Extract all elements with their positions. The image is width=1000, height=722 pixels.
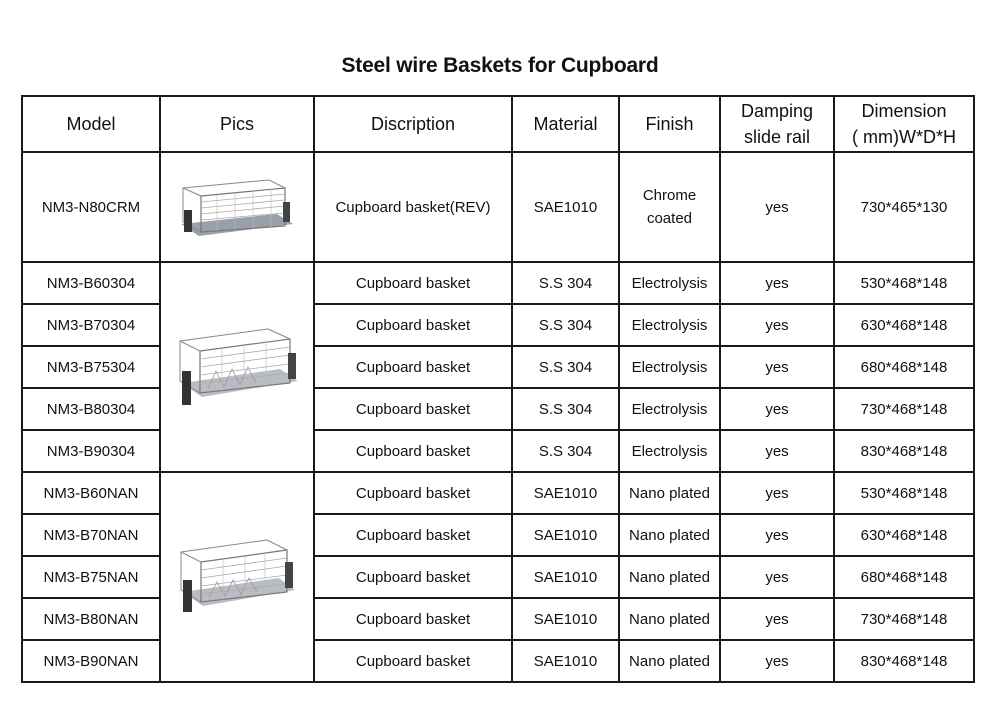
cell-pic [160, 472, 314, 682]
header-dimension [834, 96, 974, 152]
cell-model: NM3-B90304 [22, 430, 160, 472]
page-title: Steel wire Baskets for Cupboard [341, 54, 659, 77]
cell-material: SAE1010 [512, 152, 619, 262]
cell-finish: Nano plated [619, 556, 720, 598]
cell-finish-line2: coated [646, 210, 693, 227]
cell-description: Cupboard basket [314, 640, 512, 682]
cell-material: S.S 304 [512, 304, 619, 346]
header-pics: Pics [160, 96, 314, 152]
cell-damping: yes [720, 430, 834, 472]
cell-model: NM3-B80304 [22, 388, 160, 430]
header-model: Model [22, 96, 160, 152]
cell-description: Cupboard basket [314, 598, 512, 640]
cell-dimension: 680*468*148 [834, 556, 974, 598]
cell-dimension: 630*468*148 [834, 304, 974, 346]
cell-damping: yes [720, 514, 834, 556]
cell-finish: Electrolysis [619, 430, 720, 472]
cell-dimension: 730*465*130 [834, 152, 974, 262]
cell-description: Cupboard basket [314, 388, 512, 430]
cell-damping: yes [720, 640, 834, 682]
cell-description: Cupboard basket [314, 472, 512, 514]
cell-description: Cupboard basket [314, 304, 512, 346]
cell-pic [160, 152, 314, 262]
cell-model: NM3-B75NAN [22, 556, 160, 598]
cell-finish-line1: Chrome [642, 187, 697, 204]
cell-damping: yes [720, 556, 834, 598]
cell-material: S.S 304 [512, 430, 619, 472]
cell-finish: Nano plated [619, 640, 720, 682]
cell-material: SAE1010 [512, 598, 619, 640]
cell-finish: Electrolysis [619, 262, 720, 304]
cell-damping: yes [720, 388, 834, 430]
cell-damping: yes [720, 472, 834, 514]
cell-model: NM3-B60304 [22, 262, 160, 304]
header-damping-line2: slide rail [743, 127, 811, 147]
cell-material: S.S 304 [512, 262, 619, 304]
cell-description: Cupboard basket [314, 556, 512, 598]
basket-image [172, 319, 302, 415]
cell-dimension: 630*468*148 [834, 514, 974, 556]
cell-damping: yes [720, 262, 834, 304]
cell-material: S.S 304 [512, 346, 619, 388]
table-row [22, 152, 974, 262]
basket-image [177, 174, 297, 240]
cell-description: Cupboard basket [314, 514, 512, 556]
cell-description: Cupboard basket(REV) [314, 152, 512, 262]
product-table [21, 95, 975, 683]
header-row [22, 96, 974, 152]
cell-finish: Nano plated [619, 472, 720, 514]
header-dimension-line1: Dimension [861, 101, 947, 121]
cell-model: NM3-B60NAN [22, 472, 160, 514]
cell-dimension: 830*468*148 [834, 640, 974, 682]
header-description: Discription [314, 96, 512, 152]
cell-finish [619, 152, 720, 262]
cell-model: NM3-B70304 [22, 304, 160, 346]
cell-finish: Nano plated [619, 598, 720, 640]
cell-finish: Electrolysis [619, 388, 720, 430]
cell-material: SAE1010 [512, 640, 619, 682]
cell-damping: yes [720, 304, 834, 346]
cell-dimension: 680*468*148 [834, 346, 974, 388]
cell-model: NM3-B90NAN [22, 640, 160, 682]
cell-finish: Electrolysis [619, 304, 720, 346]
cell-description: Cupboard basket [314, 430, 512, 472]
cell-model: NM3-B70NAN [22, 514, 160, 556]
cell-dimension: 730*468*148 [834, 598, 974, 640]
cell-dimension: 530*468*148 [834, 262, 974, 304]
cell-material: SAE1010 [512, 472, 619, 514]
cell-dimension: 730*468*148 [834, 388, 974, 430]
cell-description: Cupboard basket [314, 262, 512, 304]
cell-finish: Electrolysis [619, 346, 720, 388]
cell-pic [160, 262, 314, 472]
cell-material: SAE1010 [512, 514, 619, 556]
cell-damping: yes [720, 152, 834, 262]
header-damping [720, 96, 834, 152]
cell-damping: yes [720, 598, 834, 640]
header-damping-line1: Damping [740, 101, 814, 121]
cell-dimension: 830*468*148 [834, 430, 974, 472]
basket-image [175, 532, 299, 622]
header-material: Material [512, 96, 619, 152]
cell-finish: Nano plated [619, 514, 720, 556]
cell-material: SAE1010 [512, 556, 619, 598]
cell-model: NM3-B80NAN [22, 598, 160, 640]
header-dimension-line2: ( mm)W*D*H [852, 127, 956, 147]
cell-material: S.S 304 [512, 388, 619, 430]
cell-model: NM3-N80CRM [22, 152, 160, 262]
table-row [22, 472, 974, 514]
cell-description: Cupboard basket [314, 346, 512, 388]
cell-damping: yes [720, 346, 834, 388]
cell-dimension: 530*468*148 [834, 472, 974, 514]
cell-model: NM3-B75304 [22, 346, 160, 388]
header-finish: Finish [619, 96, 720, 152]
table-row [22, 262, 974, 304]
